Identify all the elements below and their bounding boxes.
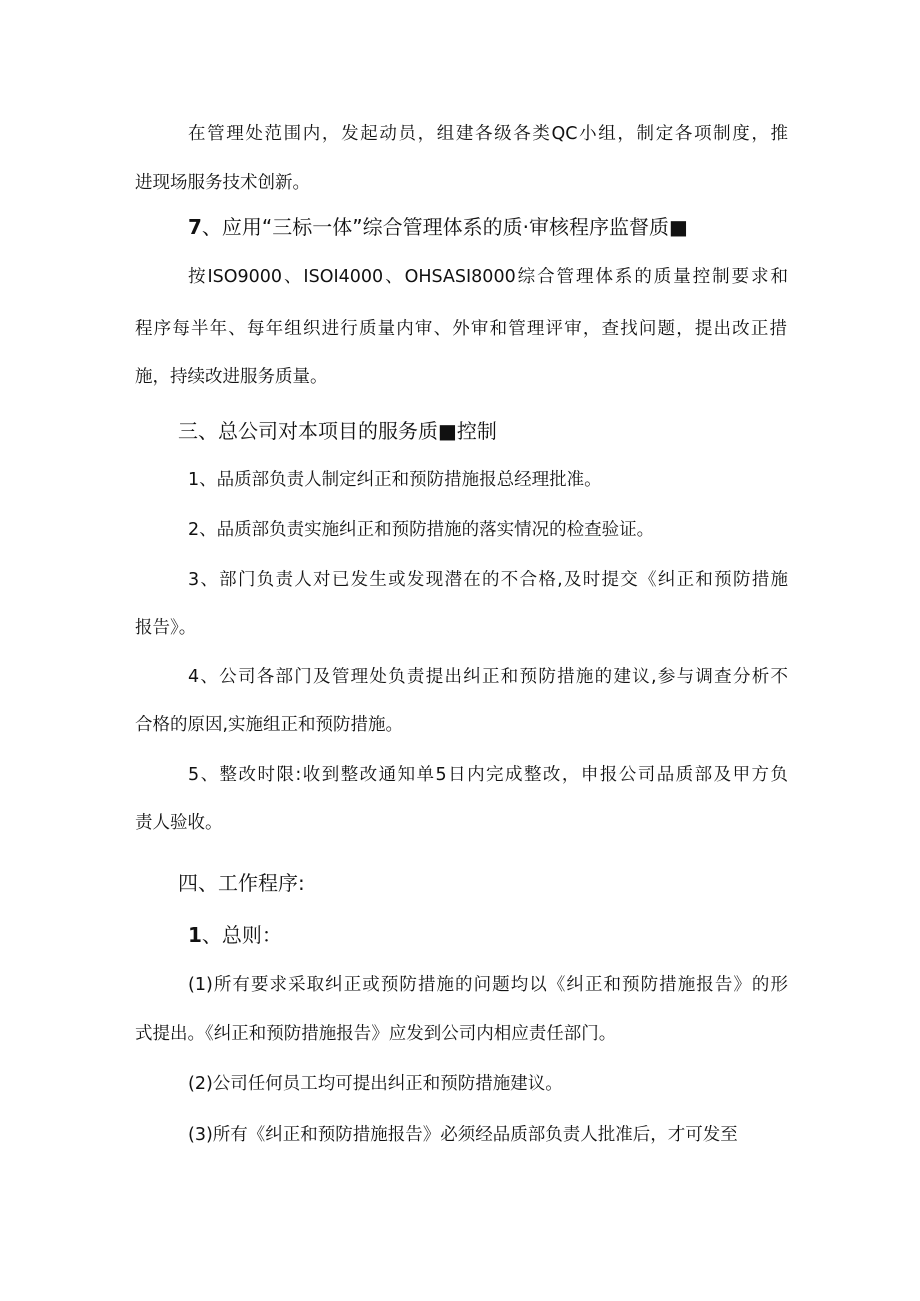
section-3-item-5-line-1: 5、整改时限:收到整改通知单5日内完成整改，申报公司品质部及甲方负 <box>188 765 788 785</box>
section-4-p1-line-1: (1)所有要求采取纠正或预防措施的问题均以《纠正和预防措施报告》的形 <box>188 975 788 995</box>
section-4-sub-1-heading <box>188 920 282 950</box>
section-7-heading <box>188 212 688 242</box>
section-4-sub-1-heading-text: 、总则： <box>201 923 282 947</box>
section-3-item-5-line-2: 责人验收。 <box>135 813 223 833</box>
section-4-sub-1-number: 1 <box>188 923 202 947</box>
intro-line-1: 在管理处范围内，发起动员，组建各级各类QC小组，制定各项制度，推 <box>188 124 788 144</box>
section-7-line-3: 施，持续改进服务质量。 <box>135 367 328 387</box>
section-7-heading-text: 、应用“三标一体”综合管理体系的质·审核程序监督质■ <box>201 215 688 239</box>
section-3-item-3-line-1: 3、部门负责人对已发生或发现潜在的不合格,及时提交《纠正和预防措施 <box>188 570 788 590</box>
section-4-p3: (3)所有《纠正和预防措施报告》必须经品质部负责人批准后，才可发至 <box>188 1125 738 1145</box>
section-4-p1-line-2: 式提出。《纠正和预防措施报告》应发到公司内相应责任部门。 <box>135 1024 617 1044</box>
section-3-item-2: 2、品质部负责实施纠正和预防措施的落实情况的检查验证。 <box>188 520 655 540</box>
intro-line-2: 进现场服务技术创新。 <box>135 173 310 193</box>
section-3-item-3-line-2: 报告》。 <box>135 618 197 638</box>
section-4-heading: 四、工作程序: <box>178 871 305 895</box>
section-7-line-1: 按ISO9000、ISOI4000、OHSASI8000综合管理体系的质量控制要求和 <box>188 267 788 287</box>
section-3-item-1: 1、品质部负责人制定纠正和预防措施报总经理批准。 <box>188 470 602 490</box>
section-4-p2: (2)公司任何员工均可提出纠正和预防措施建议。 <box>188 1074 563 1094</box>
section-3-item-4-line-2: 合格的原因,实施组正和预防措施。 <box>135 715 404 735</box>
section-3-item-4-line-1: 4、公司各部门及管理处负责提出纠正和预防措施的建议,参与调查分析不 <box>188 667 788 687</box>
section-7-number: 7 <box>188 215 202 239</box>
section-7-line-2: 程序每半年、每年组织进行质量内审、外审和管理评审，查找问题，提出改正措 <box>135 319 787 339</box>
section-3-heading: 三、总公司对本项目的服务质■控制 <box>178 419 497 443</box>
